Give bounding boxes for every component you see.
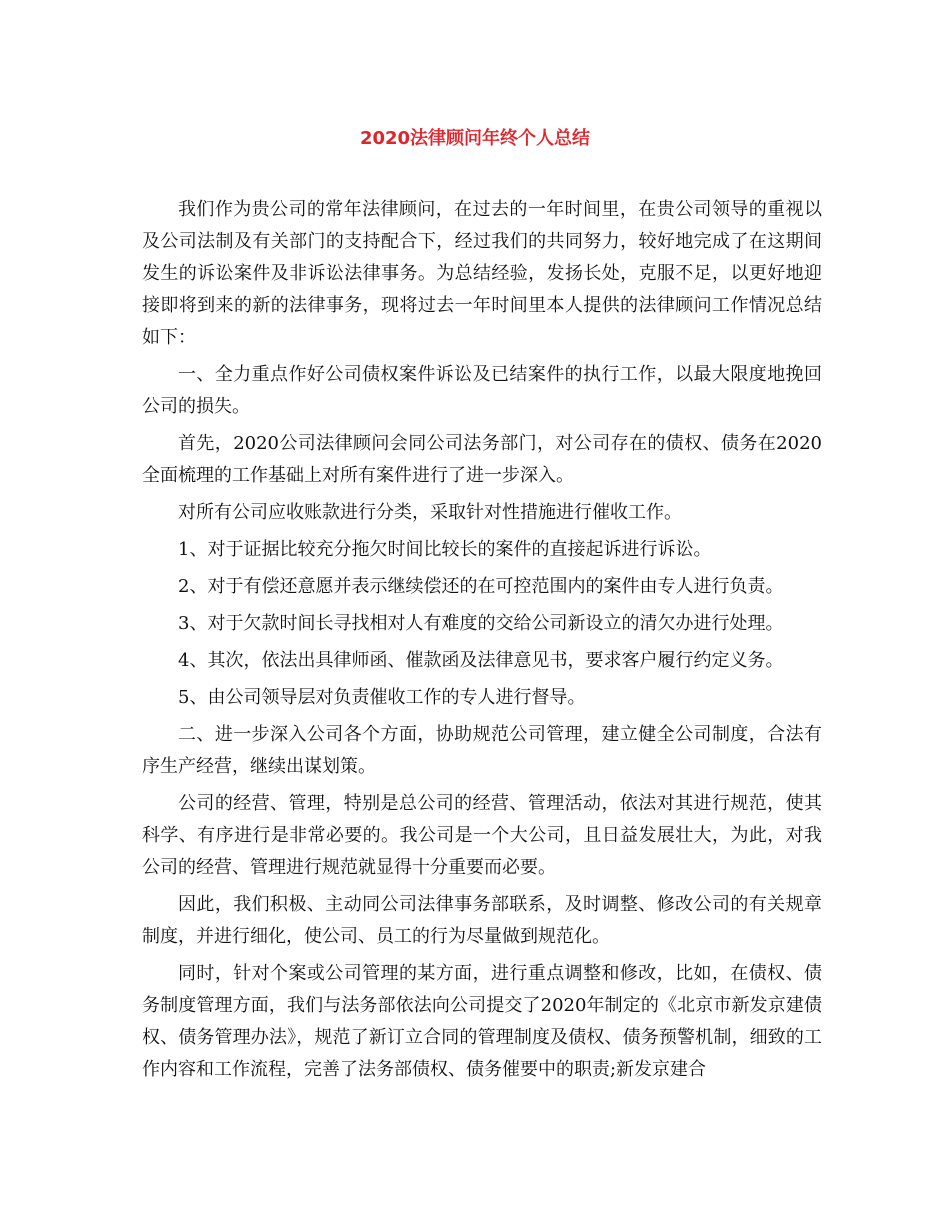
paragraph: 同时，针对个案或公司管理的某方面，进行重点调整和修改，比如，在债权、债务制度管理方面，我们与法务部依法向公司提交了2020年制定的《北京市新发京建债权、债务管理办法》，规范了新订立合同的管理制度及债权、债务预警机制，细致的工作内容和工作流程，完善了法务部债权、债务催要中的职责;新发京建合 [142,963,822,1080]
paragraph: 首先，2020公司法律顾问会同公司法务部门，对公司存在的债权、债务在2020全面梳理的工作基础上对所有案件进行了进一步深入。 [142,433,822,486]
list-item: 2、对于有偿还意愿并表示继续偿还的在可控范围内的案件由专人进行负责。 [178,576,784,597]
paragraph: 二、进一步深入公司各个方面，协助规范公司管理，建立健全公司制度，合法有序生产经营，继续出谋划策。 [142,724,822,777]
document-body [142,194,822,1091]
list-item: 5、由公司领导层对负责催收工作的专人进行督导。 [178,687,586,708]
list-item: 1、对于证据比较充分拖欠时间比较长的案件的直接起诉进行诉讼。 [178,539,712,560]
paragraph: 公司的经营、管理，特别是总公司的经营、管理活动，依法对其进行规范，使其科学、有序进行是非常必要的。我公司是一个大公司，且日益发展壮大，为此，对我公司的经营、管理进行规范就显得十分重要而必要。 [142,793,822,878]
paragraph: 因此，我们积极、主动同公司法律事务部联系，及时调整、修改公司的有关规章制度，并进行细化，使公司、员工的行为尽量做到规范化。 [142,894,822,947]
list-item: 4、其次，依法出具律师函、催款函及法律意见书，要求客户履行约定义务。 [178,650,784,671]
paragraph: 一、全力重点作好公司债权案件诉讼及已结案件的执行工作，以最大限度地挽回公司的损失。 [142,364,822,417]
paragraph: 对所有公司应收账款进行分类，采取针对性措施进行催收工作。 [178,502,682,523]
document-title: 2020法律顾问年终个人总结 [359,128,591,149]
list-item: 3、对于欠款时间长寻找相对人有难度的交给公司新设立的清欠办进行处理。 [178,613,784,634]
paragraph: 我们作为贵公司的常年法律顾问，在过去的一年时间里，在贵公司领导的重视以及公司法制及有关部门的支持配合下，经过我们的共同努力，较好地完成了在这期间发生的诉讼案件及非诉讼法律事务。为总结经验，发扬长处，克服不足，以更好地迎接即将到来的新的法律事务，现将过去一年时间里本人提供的法律顾问工作情况总结如下： [142,199,822,348]
